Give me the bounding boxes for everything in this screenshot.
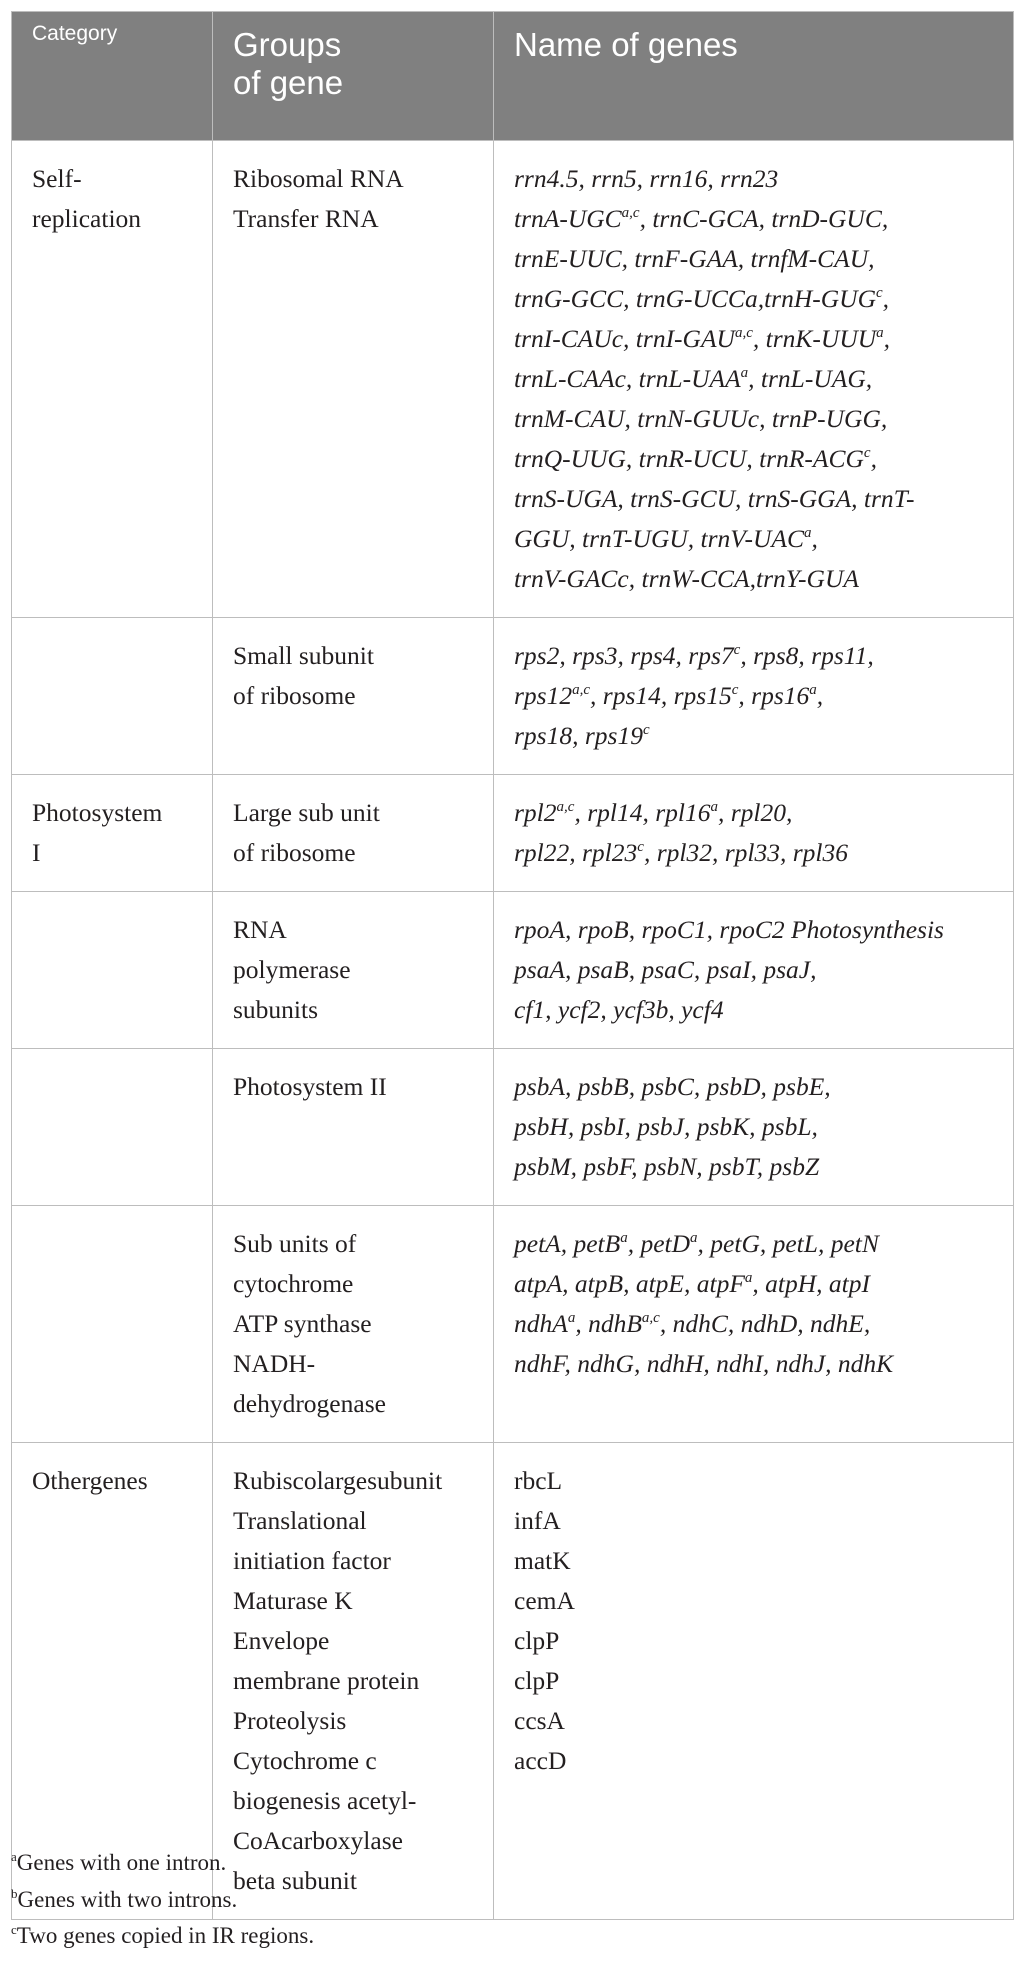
gene-text: trnG-GCC, trnG-UCCa,trnH-GUG <box>514 284 876 313</box>
gene-text: rps18, rps19 <box>514 721 643 750</box>
group-line: of ribosome <box>233 681 356 710</box>
superscript-mark: a <box>876 325 884 341</box>
group-line: dehydrogenase <box>233 1389 386 1418</box>
category-cell <box>12 1206 213 1443</box>
footnote-text: Two genes copied in IR regions. <box>16 1923 315 1948</box>
gene-line <box>514 716 993 756</box>
gene-text: atpA, atpB, atpE, atpF <box>514 1269 745 1298</box>
gene-text: trnS-UGA, trnS-GCU, trnS-GGA, trnT- <box>514 484 915 513</box>
gene-line <box>514 1107 993 1147</box>
gene-text: , rpl14, rpl16 <box>574 798 711 827</box>
gene-text: GGU, trnT-UGU, trnV-UAC <box>514 524 804 553</box>
category-cell <box>12 1049 213 1206</box>
superscript-mark: a <box>740 365 749 381</box>
group-line: polymerase <box>233 955 351 984</box>
group-cell <box>213 1049 494 1206</box>
group-line: Maturase K <box>233 1586 353 1615</box>
footnote-c <box>11 1918 314 1955</box>
gene-text: cemA <box>514 1586 575 1615</box>
header-groups-of-gene <box>213 12 494 141</box>
gene-line <box>514 239 993 279</box>
gene-line <box>514 1304 993 1344</box>
footnote-mark: a <box>11 1849 17 1864</box>
gene-text: ccsA <box>514 1706 565 1735</box>
header-groups-line-1: Groups <box>233 26 342 63</box>
gene-text: matK <box>514 1546 571 1575</box>
group-cell <box>213 775 494 892</box>
group-cell <box>213 1206 494 1443</box>
gene-text: infA <box>514 1506 561 1535</box>
gene-line <box>514 519 993 559</box>
gene-line <box>514 1621 993 1661</box>
superscript-mark: a,c <box>621 205 640 221</box>
footnote-mark: c <box>11 1922 17 1937</box>
group-cell <box>213 892 494 1049</box>
footnote-mark: b <box>11 1885 18 1901</box>
gene-line <box>514 1581 993 1621</box>
footnote-a <box>11 1845 314 1882</box>
gene-text: trnV-GACc, trnW-CCA,trnY-GUA <box>514 564 859 593</box>
gene-line <box>514 479 993 519</box>
gene-text: ndhA <box>514 1309 568 1338</box>
gene-text: rpoA, rpoB, rpoC1, rpoC2 Photosynthesis <box>514 915 944 944</box>
superscript-mark: c <box>863 445 871 461</box>
gene-line <box>514 439 993 479</box>
table-header <box>12 12 1014 141</box>
gene-line <box>514 199 993 239</box>
gene-line <box>514 1701 993 1741</box>
gene-text: , petD <box>627 1229 691 1258</box>
group-cell <box>213 141 494 618</box>
category-cell <box>12 892 213 1049</box>
gene-line <box>514 636 993 676</box>
gene-text: , <box>883 324 891 353</box>
header-row <box>12 12 1014 141</box>
gene-text: rps12 <box>514 681 573 710</box>
genes-cell <box>494 618 1014 775</box>
gene-text: rpl2 <box>514 798 557 827</box>
superscript-mark: c <box>637 839 644 855</box>
table-body <box>12 141 1014 1920</box>
gene-text: rbcL <box>514 1466 563 1495</box>
footnote-text: Genes with two introns. <box>17 1886 238 1912</box>
gene-text: , <box>882 284 890 313</box>
genes-cell <box>494 1443 1014 1920</box>
superscript-mark: a,c <box>641 1310 660 1326</box>
gene-text: clpP <box>514 1666 560 1695</box>
gene-line <box>514 1067 993 1107</box>
gene-line <box>514 319 993 359</box>
genes-cell <box>494 1206 1014 1443</box>
group-line: Ribosomal RNA <box>233 164 404 193</box>
gene-text: ndhF, ndhG, ndhH, ndhI, ndhJ, ndhK <box>514 1349 894 1378</box>
footnote-text: Genes with one intron. <box>16 1850 227 1875</box>
gene-line <box>514 1224 993 1264</box>
superscript-mark: a <box>690 1230 698 1246</box>
gene-text: petA, petB <box>514 1229 621 1258</box>
group-line: Transfer RNA <box>233 204 379 233</box>
gene-line <box>514 1741 993 1781</box>
superscript-mark: c <box>875 285 883 301</box>
gene-text: , ndhB <box>575 1309 642 1338</box>
footnotes <box>11 1845 314 1955</box>
gene-table <box>11 11 1014 1920</box>
gene-line <box>514 159 993 199</box>
group-line: initiation factor <box>233 1546 391 1575</box>
gene-text: , rpl32, rpl33, rpl36 <box>643 838 848 867</box>
group-line: Large sub unit <box>233 798 380 827</box>
superscript-mark: c <box>731 682 739 698</box>
gene-text: , rps16 <box>738 681 810 710</box>
gene-text: trnE-UUC, trnF-GAA, trnfM-CAU, <box>514 244 875 273</box>
gene-line <box>514 559 993 599</box>
group-line: ATP synthase <box>233 1309 372 1338</box>
group-line: biogenesis acetyl- <box>233 1786 417 1815</box>
gene-text: rrn4.5, rrn5, rrn16, rrn23 <box>514 164 779 193</box>
category-line: Self- <box>32 164 82 193</box>
gene-text: trnL-CAAc, trnL-UAA <box>514 364 741 393</box>
gene-line <box>514 1661 993 1701</box>
table-row <box>12 892 1014 1049</box>
table-row <box>12 618 1014 775</box>
gene-line <box>514 279 993 319</box>
category-line: Photosystem <box>32 798 163 827</box>
gene-text: , <box>816 681 824 710</box>
genes-cell <box>494 1049 1014 1206</box>
superscript-mark: a,c <box>572 682 591 698</box>
gene-line <box>514 1461 993 1501</box>
genes-cell <box>494 892 1014 1049</box>
gene-text: psbH, psbI, psbJ, psbK, psbL, <box>514 1112 818 1141</box>
category-cell <box>12 141 213 618</box>
gene-text: clpP <box>514 1626 560 1655</box>
gene-text: , rps14, rps15 <box>590 681 732 710</box>
superscript-mark: a,c <box>734 325 753 341</box>
table-row <box>12 1049 1014 1206</box>
table-row <box>12 1206 1014 1443</box>
gene-line <box>514 1147 993 1187</box>
group-line: subunits <box>233 995 319 1024</box>
gene-text: trnQ-UUG, trnR-UCU, trnR-ACG <box>514 444 864 473</box>
gene-text: trnI-CAUc, trnI-GAU <box>514 324 735 353</box>
gene-text: , trnC-GCA, trnD-GUC, <box>639 204 889 233</box>
category-line: Othergenes <box>32 1466 148 1495</box>
superscript-mark: a <box>710 799 718 815</box>
gene-line <box>514 910 993 950</box>
gene-text: trnM-CAU, trnN-GUUc, trnP-UGG, <box>514 404 888 433</box>
gene-text: accD <box>514 1746 567 1775</box>
gene-line <box>514 950 993 990</box>
gene-line <box>514 1541 993 1581</box>
gene-text: trnA-UGC <box>514 204 622 233</box>
group-line: beta subunit <box>233 1866 357 1895</box>
superscript-mark: a,c <box>556 799 575 815</box>
group-line: Translational <box>233 1506 367 1535</box>
gene-line <box>514 990 993 1030</box>
group-line: of ribosome <box>233 838 356 867</box>
header-name-of-genes: Name of genes <box>494 12 1014 141</box>
gene-line <box>514 359 993 399</box>
superscript-mark: c <box>642 722 650 738</box>
gene-text: psbA, psbB, psbC, psbD, psbE, <box>514 1072 831 1101</box>
gene-text: , atpH, atpI <box>752 1269 870 1298</box>
genes-cell <box>494 775 1014 892</box>
genes-cell <box>494 141 1014 618</box>
footnote-b <box>11 1882 314 1919</box>
gene-text: , petG, petL, petN <box>697 1229 879 1258</box>
gene-text: , trnK-UUU <box>752 324 877 353</box>
gene-text: cf1, ycf2, ycf3b, ycf4 <box>514 995 724 1024</box>
gene-text: , rpl20, <box>717 798 793 827</box>
group-line: CoAcarboxylase <box>233 1826 403 1855</box>
superscript-mark: c <box>733 642 741 658</box>
gene-text: rps2, rps3, rps4, rps7 <box>514 641 734 670</box>
category-cell <box>12 775 213 892</box>
superscript-mark: a <box>809 682 817 698</box>
category-line: replication <box>32 204 142 233</box>
gene-line <box>514 1501 993 1541</box>
superscript-mark: a <box>803 525 812 541</box>
gene-text: psbM, psbF, psbN, psbT, psbZ <box>514 1152 820 1181</box>
gene-text: psaA, psaB, psaC, psaI, psaJ, <box>514 955 817 984</box>
group-line: cytochrome <box>233 1269 354 1298</box>
gene-line <box>514 399 993 439</box>
gene-text: , ndhC, ndhD, ndhE, <box>659 1309 871 1338</box>
group-line: Proteolysis <box>233 1706 347 1735</box>
gene-text: , <box>870 444 877 473</box>
gene-text: , <box>811 524 818 553</box>
group-line: Rubiscolargesubunit <box>233 1466 443 1495</box>
gene-line <box>514 1344 993 1384</box>
gene-text: , trnL-UAG, <box>748 364 873 393</box>
header-groups-line-2: of gene <box>233 64 344 101</box>
table-row <box>12 775 1014 892</box>
group-line: Envelope <box>233 1626 330 1655</box>
group-line: RNA <box>233 915 287 944</box>
superscript-mark: a <box>620 1230 628 1246</box>
superscript-mark: a <box>744 1270 753 1286</box>
superscript-mark: a <box>567 1310 576 1326</box>
group-line: Photosystem II <box>233 1072 387 1101</box>
gene-text: , rps8, rps11, <box>740 641 874 670</box>
group-line: NADH- <box>233 1349 316 1378</box>
gene-line <box>514 1264 993 1304</box>
gene-text: rpl22, rpl23 <box>514 838 638 867</box>
group-line: Cytochrome c <box>233 1746 377 1775</box>
group-line: Small subunit <box>233 641 374 670</box>
group-line: membrane protein <box>233 1666 420 1695</box>
gene-line <box>514 676 993 716</box>
group-cell <box>213 618 494 775</box>
category-line: I <box>32 838 41 867</box>
header-category: Category <box>12 12 213 141</box>
category-cell <box>12 618 213 775</box>
group-line: Sub units of <box>233 1229 357 1258</box>
table-row <box>12 141 1014 618</box>
gene-line <box>514 833 993 873</box>
gene-line <box>514 793 993 833</box>
